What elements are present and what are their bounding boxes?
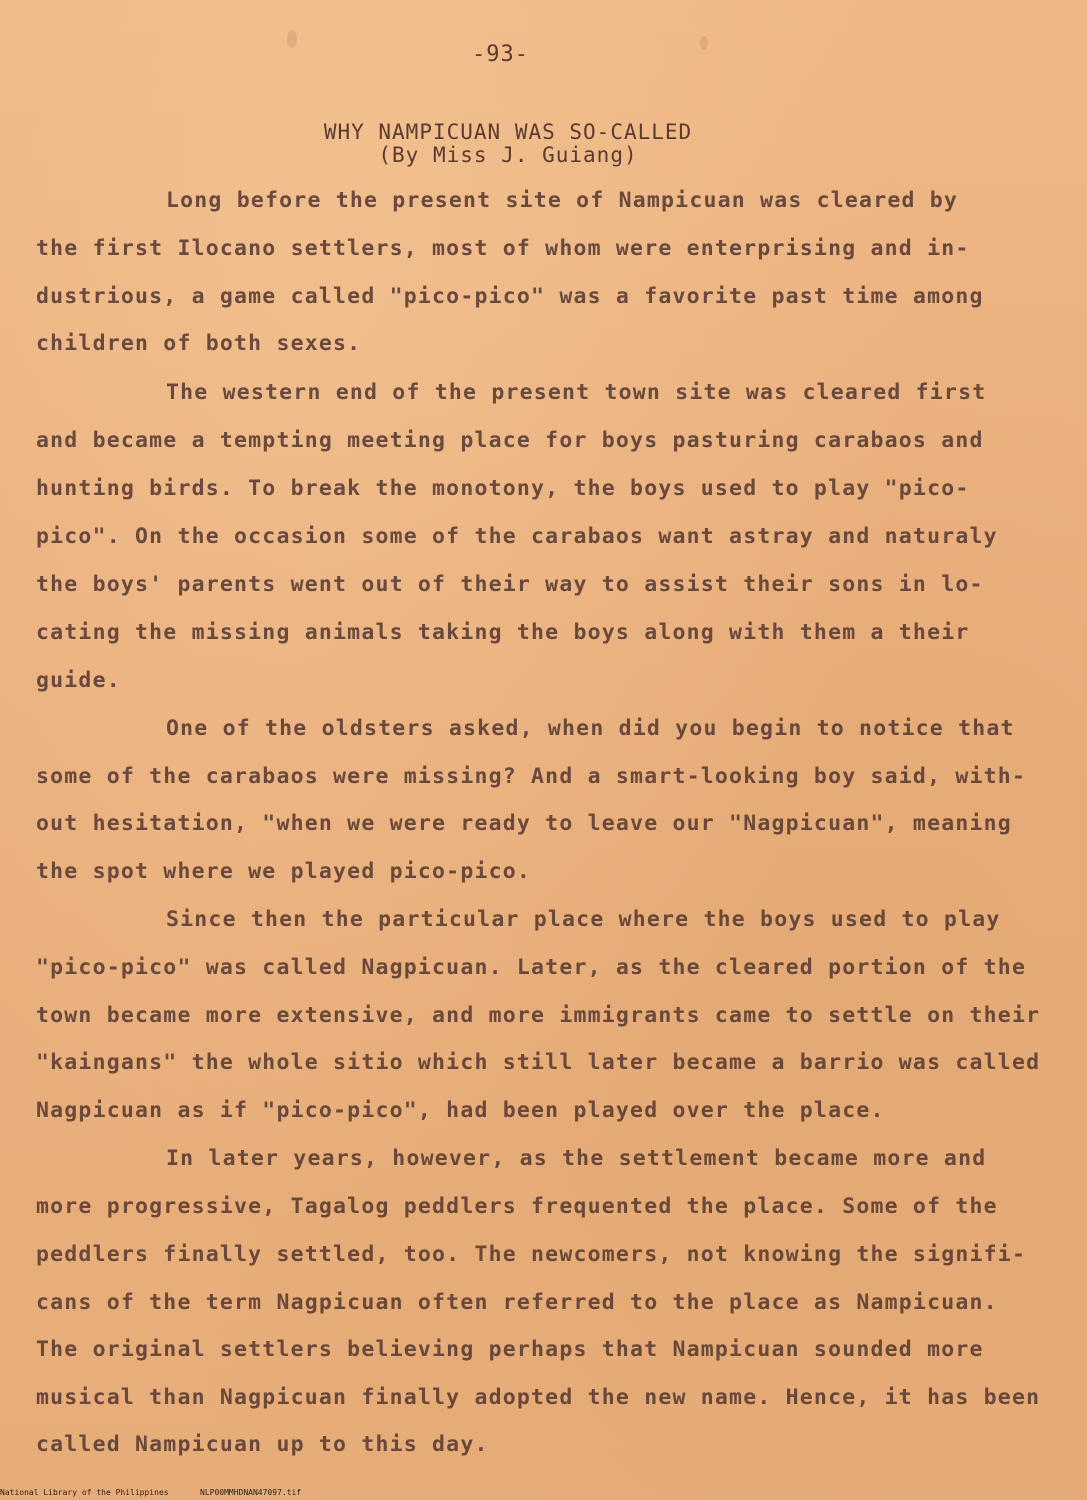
page-number: -93- xyxy=(472,42,529,67)
text-line: peddlers finally settled, too. The newcomers, not knowing the signifi- xyxy=(36,1242,1027,1267)
text-line: the first Ilocano settlers, most of whom were enterprising and in- xyxy=(36,236,970,261)
text-line: town became more extensive, and more immigrants came to settle on their xyxy=(36,1003,1041,1028)
text-line: the boys' parents went out of their way to assist their sons in lo- xyxy=(36,572,984,597)
text-line: "pico-pico" was called Nagpicuan. Later, as the cleared portion of the xyxy=(36,955,1027,980)
text-line: Since then the particular place where the boys used to play xyxy=(166,907,1001,932)
footer-library: National Library of the Philippines xyxy=(0,1488,169,1497)
footer-filename: NLP00MMHDNAN47097.tif xyxy=(200,1488,302,1497)
text-line: children of both sexes. xyxy=(36,331,362,356)
text-line: and became a tempting meeting place for boys pasturing carabaos and xyxy=(36,428,984,453)
text-line: Nagpicuan as if "pico-pico", had been played over the place. xyxy=(36,1098,885,1123)
text-line: pico". On the occasion some of the carabaos want astray and naturaly xyxy=(36,524,998,549)
text-line: called Nampicuan up to this day. xyxy=(36,1432,489,1457)
text-line: Long before the present site of Nampicuan was cleared by xyxy=(166,188,959,213)
text-line: The original settlers believing perhaps that Nampicuan sounded more xyxy=(36,1337,984,1362)
text-line: out hesitation, "when we were ready to leave our "Nagpicuan", meaning xyxy=(36,811,1012,836)
paper-stain xyxy=(287,30,297,48)
text-line: musical than Nagpicuan finally adopted the new name. Hence, it has been xyxy=(36,1385,1041,1410)
text-line: more progressive, Tagalog peddlers frequented the place. Some of the xyxy=(36,1194,998,1219)
document-byline: (By Miss J. Guiang) xyxy=(378,143,638,167)
text-line: In later years, however, as the settlement became more and xyxy=(166,1146,987,1171)
text-line: the spot where we played pico-pico. xyxy=(36,859,532,884)
text-line: One of the oldsters asked, when did you begin to notice that xyxy=(166,716,1015,741)
text-line: The western end of the present town site was cleared first xyxy=(166,380,987,405)
paper-stain xyxy=(700,36,708,50)
text-line: dustrious, a game called "pico-pico" was a favorite past time among xyxy=(36,284,984,309)
text-line: hunting birds. To break the monotony, the boys used to play "pico- xyxy=(36,476,970,501)
text-line: "kaingans" the whole sitio which still later became a barrio was called xyxy=(36,1050,1041,1075)
text-line: cating the missing animals taking the boys along with them a their xyxy=(36,620,970,645)
document-title: WHY NAMPICUAN WAS SO-CALLED xyxy=(323,120,693,144)
text-line: guide. xyxy=(36,668,121,693)
text-line: cans of the term Nagpicuan often referred to the place as Nampicuan. xyxy=(36,1290,998,1315)
text-line: some of the carabaos were missing? And a smart-looking boy said, with- xyxy=(36,764,1027,789)
